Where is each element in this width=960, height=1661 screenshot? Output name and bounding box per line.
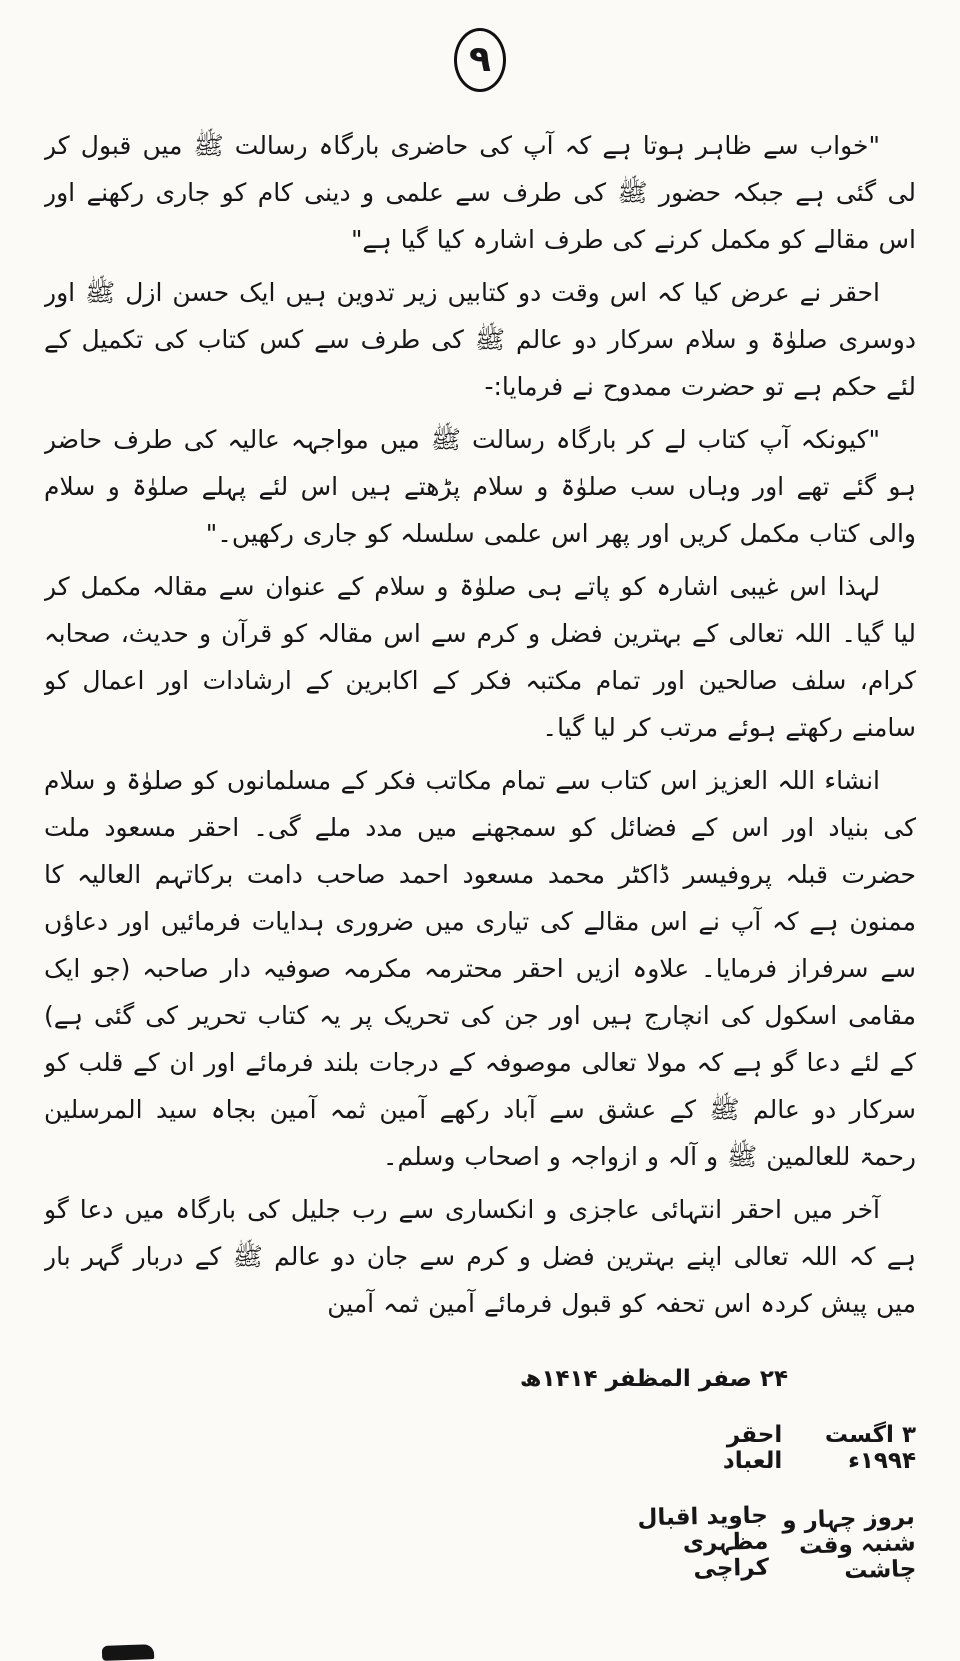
paragraph-2: احقر نے عرض کیا کہ اس وقت دو کتابیں زیر تدوین ہیں ایک حسن ازل ﷺ اور دوسری صلوٰۃ و سلام سرکار دو عالم ﷺ کی طرف سے کس کتاب کی تکمیل کے لئے حکم ہے تو حضرت ممدوح نے فرمایا:- xyxy=(44,278,916,401)
footer-row-hijri xyxy=(44,1366,916,1392)
footer-row-gregorian xyxy=(44,1422,916,1474)
page-number-wrap xyxy=(44,28,916,92)
body-text xyxy=(44,122,916,1348)
date-gregorian: ۳ اگست ۱۹۹۴ء xyxy=(824,1422,916,1474)
date-day-time: بروز چہار و شنبہ وقت چاشت xyxy=(782,1504,918,1585)
paragraph-4: لہذا اس غیبی اشارہ کو پاتے ہی صلوٰۃ و سلام کے عنوان سے مقالہ مکمل کر لیا گیا۔ اللہ تعالی کے بہترین فضل و کرم سے اس مقالہ کو قرآن و حدیث، صحابہ کرام، سلف صالحین اور تمام مکتبہ فکر کے اکابرین کے ارشادات اور اعمال کو سامنے رکھتے ہوئے مرتب کر لیا گیا۔ xyxy=(44,572,916,742)
paragraph-6: آخر میں احقر انتہائی عاجزی و انکساری سے رب جلیل کی بارگاہ میں دعا گو ہے کہ اللہ تعالی اپنے بہترین فضل و کرم سے جان دو عالم ﷺ کے دربار گہر بار میں پیش کردہ اس تحفہ کو قبول فرمائے آمین ثمہ آمین xyxy=(44,1195,916,1318)
paragraph-1: "خواب سے ظاہر ہوتا ہے کہ آپ کی حاضری بارگاہ رسالت ﷺ میں قبول کر لی گئی ہے جبکہ حضور ﷺ کی طرف سے علمی و دینی کام کو جاری رکھنے اور اس مقالے کو مکمل کرنے کی طرف اشارہ کیا گیا ہے" xyxy=(44,131,916,254)
paragraph-5: انشاء اللہ العزیز اس کتاب سے تمام مکاتب فکر کے مسلمانوں کو صلوٰۃ و سلام کی بنیاد اور اس کے فضائل کو سمجھنے میں مدد ملے گی۔ احقر مسعود ملت حضرت قبلہ پروفیسر ڈاکٹر محمد مسعود احمد صاحب دامت برکاتہم العالیہ کا ممنون ہے کہ آپ نے اس مقالے کی تیاری میں ضروری ہدایات فرمائیں اور دعاؤں سے سرفراز فرمایا۔ علاوہ ازیں احقر محترمہ مکرمہ صوفیہ دار صاحبہ (جو ایک مقامی اسکول کی انچارج ہیں اور جن کی تحریک پر یہ کتاب تحریر کی گئی ہے) کے لئے دعا گو ہے کہ مولا تعالی موصوفہ کے درجات بلند فرمائے اور ان کے قلب کو سرکار دو عالم ﷺ کے عشق سے آباد رکھے آمین ثمہ آمین بجاہ سید المرسلین رحمۃ للعالمین ﷺ و آلہ و ازواجہ و اصحاب وسلم۔ xyxy=(44,766,916,1171)
footer xyxy=(44,1348,916,1660)
date-hijri: ۲۴ صفر المظفر ۱۴۱۴ھ xyxy=(519,1366,788,1392)
signature-title: احقر العباد xyxy=(722,1422,783,1474)
page-number: ۹ xyxy=(454,28,506,92)
scan-artifact-smudge xyxy=(102,1644,154,1661)
paragraph-3: "کیونکہ آپ کتاب لے کر بارگاہ رسالت ﷺ میں مواجہہ عالیہ کی طرف حاضر ہو گئے تھے اور وہاں سب صلوٰۃ و سلام پڑھتے ہیں اس لئے پہلے صلوٰۃ و سلام والی کتاب مکمل کریں اور پھر اس علمی سلسلہ کو جاری رکھیں۔" xyxy=(44,425,916,548)
signature-name: جاوید اقبال مظہری کراچی xyxy=(637,1502,770,1583)
footer-row-daytime xyxy=(44,1502,918,1585)
